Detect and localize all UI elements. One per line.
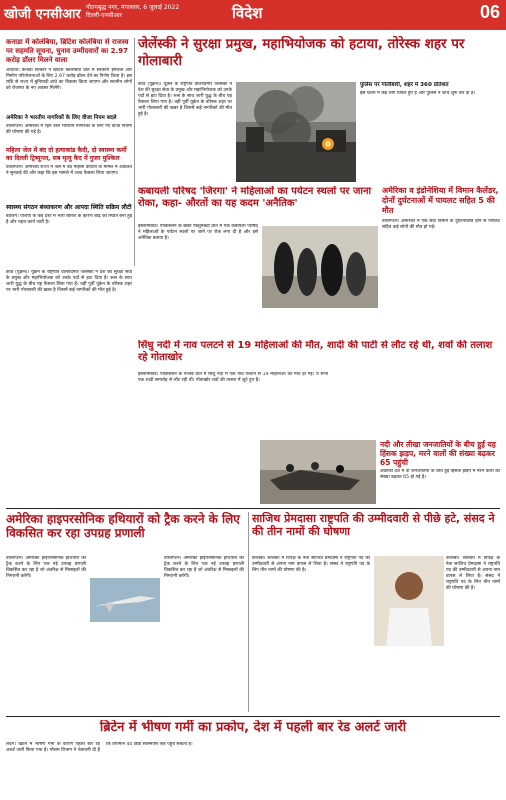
- boat-text: इस्लामाबाद। पाकिस्तान के पंजाब प्रांत में सिंधु नदी में एक नाव पलटने से 19 महिलाओं की मौत हो गई। ये सभी एक शादी समारोह से लौट रही थीं। गोताखोर शवों की तलाश में जुटे हुए हैं।: [138, 372, 328, 383]
- war-photo-image: [236, 82, 356, 182]
- missile-photo: [90, 578, 160, 622]
- hypersonic-body-right: [164, 556, 244, 712]
- srilanka-body: [252, 556, 370, 712]
- jirga-body: [138, 224, 258, 336]
- srilanka-headline: साजिथ प्रेमदासा राष्ट्रपति की उम्मीदवारी से पीछे हटे, संसद ने की तीन नामों की घोषणा: [252, 512, 495, 538]
- left-lower-text: कीव (यूक्रेन)। यूक्रेन के राष्ट्रपति वोलोदिमीर जेलेंस्की ने देश की सुरक्षा सेवा के प्रमुख और महाभियोजक को उनके पदों से हटा दिया है। रूस के साथ जारी युद्ध के बीच यह फैसला लिया गया है। वहीं पूर्वी यूक्रेन के तोरेस्क शहर पर भारी गोलाबारी की खबर है जिसमें कई नागरिकों की मौत हुई है।: [6, 270, 132, 293]
- lead-story-text: कीव (यूक्रेन)। यूक्रेन के राष्ट्रपति वोलोदिमीर जेलेंस्की ने देश की सुरक्षा सेवा के प्रमुख और महाभियोजक को उनके पदों से हटा दिया है। रूस के साथ जारी युद्ध के बीच यह फैसला लिया गया है। वहीं पूर्वी यूक्रेन के तोरेस्क शहर पर भारी गोलाबारी की खबर है जिसमें कई नागरिकों की मौत हुई है।: [138, 82, 232, 117]
- britain-body: [6, 742, 500, 796]
- hypersonic-text-2: वॉशिंगटन। अमेरिका हाइपरसोनिक हथियारों को ट्रैक करने के लिए एक नई उपग्रह प्रणाली विकसित कर रहा है जो अंतरिक्ष से मिसाइलों की निगरानी करेगी।: [164, 556, 244, 579]
- women-photo-image: [262, 226, 378, 308]
- lead-story-body: [138, 82, 232, 182]
- clash-body: अफ्रीकी देश में दो जनजातियों के बीच हुई हिंसक झड़प में मरने वालों की संख्या बढ़कर 65 हो गई है।: [380, 469, 500, 480]
- boat-headline: सिंधु नदी में नाव पलटने से 19 महिलाओं की मौत, शादी की पार्टी से लौट रहे थी, शवों की तलाश रहे गोताखोर: [138, 340, 493, 363]
- boat-headline-box: [138, 340, 500, 370]
- jirga-headline: कबायली परिषद 'जिरगा' ने महिलाओं का पर्यटन स्थलों पर जाना रोका, कहा- औरतों का यह कदम 'अनैतिक': [138, 186, 372, 209]
- story1b-headline: अमेरिका ने भारतीय नागरिकों के लिए वीजा नियम बदले: [6, 115, 117, 121]
- section-rule-2: [6, 716, 500, 717]
- war-photo: [236, 82, 356, 182]
- story1c-headline: महिला जेल में बंद दो हत्याकांड कैदी, दो स्वास्थ्य कर्मी का दिल्ली ट्रिब्यूनल, सब मृत्यु कैद में गुजर मुश्किल: [6, 147, 127, 162]
- page-number: 06: [479, 2, 500, 22]
- masthead: [0, 0, 506, 34]
- section-rule-1: [6, 508, 500, 509]
- hypersonic-headline: अमेरिका हाइपरसोनिक हथियारों को ट्रैक करने के लिए विकसित कर रहा उपग्रह प्रणाली: [6, 512, 240, 540]
- story1c-body: वॉशिंगटन। अमेरिकी राज्य में जेल में बंद महिला कैदियों के मामले में अदालत ने सुनवाई की और कहा कि इस मामले में जल्द फैसला लिया जाएगा।: [6, 165, 132, 176]
- left-lower-column: [6, 270, 132, 504]
- srilanka-body-right: [446, 556, 500, 712]
- clash-story: [380, 440, 500, 504]
- masthead-meta: [86, 4, 196, 20]
- clash-headline: नदी और तीखा जनजातियों के बीच हुई यह हिंसक झड़प, मरने वालों की संख्या बढ़कर 65 पहुंची: [380, 440, 496, 467]
- story1b-body: वॉशिंगटन। अमेरिका में रहने वाले भारतीय नागरिकों के लिए नए वीजा नियमों की घोषणा की गई है।: [6, 124, 132, 135]
- premadasa-photo: [374, 556, 444, 646]
- column-divider-2: [248, 512, 249, 712]
- britain-headline-box: [6, 720, 500, 740]
- srilanka-headline-box: [252, 512, 500, 552]
- newspaper-logo: खोजी एनसीआर: [4, 7, 81, 22]
- story1-headline: कनाडा में कोलंबिया, ब्रिटिश कोलंबिया से राजस्व पर सहमति सूचना, चुनाव उम्मीदवारों का 2.97 करोड़ डॉलर मिलने वाला: [6, 38, 129, 64]
- lead-story-headline-box: [138, 36, 500, 80]
- masthead-edition: दिल्ली-एनसीआर: [86, 12, 123, 19]
- boat-photo-image: [260, 440, 376, 504]
- britain-text: लंदन। ब्रिटेन में भीषण गर्मी के कारण पहली बार रेड अलर्ट जारी किया गया है। मौसम विभाग ने चेतावनी दी है कि तापमान 40 डिग्री सेल्सियस तक पहुंच सकता है।: [6, 742, 193, 753]
- jirga-text: इस्लामाबाद। पाकिस्तान के खैबर पख्तूनख्वा प्रांत में एक कबायली परिषद ने महिलाओं के पर्यटन स्थलों पर जाने पर रोक लगा दी है और इसे अनैतिक बताया है।: [138, 224, 258, 241]
- britain-headline: ब्रिटेन में भीषण गर्मी का प्रकोप, देश में पहली बार रेड अलर्ट जारी: [99, 720, 407, 735]
- srilanka-text: कोलंबो। श्रीलंका में विपक्ष के नेता साजिथ प्रेमदासा ने राष्ट्रपति पद की उम्मीदवारी से अपना नाम वापस ले लिया है। संसद ने राष्ट्रपति पद के लिए तीन नामों की घोषणा की है।: [252, 556, 370, 573]
- story-left-column: [6, 38, 132, 266]
- plane-crash-headline: अमेरिका व इंडोनेशिया में विमान कैलेंडर, दोनों दुर्घटनाओं में पायलट सहित 5 की मौत: [382, 186, 499, 215]
- column-divider: [134, 38, 135, 266]
- story1-body: ओटावा। कनाडा सरकार ने ब्रिटिश कोलंबिया प्रांत में सरकारी इमारतों और निर्माण परियोजनाओं के लिए 2.97 करोड़ डॉलर देने का निर्णय किया है। इस राशि से राज्य में बुनियादी ढांचे का विकास किया जाएगा और स्थानीय लोगों को रोजगार के नए अवसर मिलेंगे।: [6, 68, 132, 91]
- srilanka-text-2: कोलंबो। श्रीलंका में विपक्ष के नेता साजिथ प्रेमदासा ने राष्ट्रपति पद की उम्मीदवारी से अपना नाम वापस ले लिया है। संसद ने राष्ट्रपति पद के लिए तीन नामों की घोषणा की है।: [446, 556, 500, 591]
- boat-photo: [260, 440, 376, 504]
- story4b-body: इस घटना में कई लोग घायल हुए हैं और पुलिस ने जांच शुरू कर दी है।: [360, 91, 476, 96]
- hypersonic-text: वॉशिंगटन। अमेरिका हाइपरसोनिक हथियारों को ट्रैक करने के लिए एक नई उपग्रह प्रणाली विकसित कर रहा है जो अंतरिक्ष से मिसाइलों की निगरानी करेगी।: [6, 556, 86, 579]
- lead-story-body-right: [360, 82, 500, 182]
- story1d-headline: स्वास्थ्य संगठन बंध्याकरण और आपदा स्थिति सक्रिय लौटी: [6, 204, 132, 211]
- women-photo: [262, 226, 378, 308]
- plane-crash-body: वॉशिंगटन। अमेरिका में एक छोटे विमान के दुर्घटनाग्रस्त होने से पायलट सहित कई लोगों की मौत हो गई।: [382, 219, 500, 230]
- premadasa-photo-image: [374, 556, 444, 646]
- plane-crash-story: [382, 186, 500, 336]
- lead-story-headline: जेलेंस्की ने सुरक्षा प्रमुख, महाभियोजक को हटाया, तोरेस्क शहर पर गोलाबारी: [138, 36, 465, 69]
- jirga-headline-box: [138, 186, 378, 222]
- missile-photo-image: [90, 578, 160, 622]
- hypersonic-body-left: [6, 556, 86, 712]
- story1d-body: बीजिंग। एशिया के कई देशों में भारी बारिश के कारण बाढ़ की स्थिति बनी हुई है और राहत कार्य जारी है।: [6, 214, 132, 225]
- hypersonic-headline-box: [6, 512, 244, 552]
- story4b-headline: पुलिस पर गोलीबारी, शहर में 360 प्रतिशत: [360, 82, 449, 88]
- masthead-date: गौतमबुद्ध नगर, मंगलवार, 6 जुलाई 2022: [86, 4, 180, 11]
- section-title: विदेश: [232, 4, 263, 22]
